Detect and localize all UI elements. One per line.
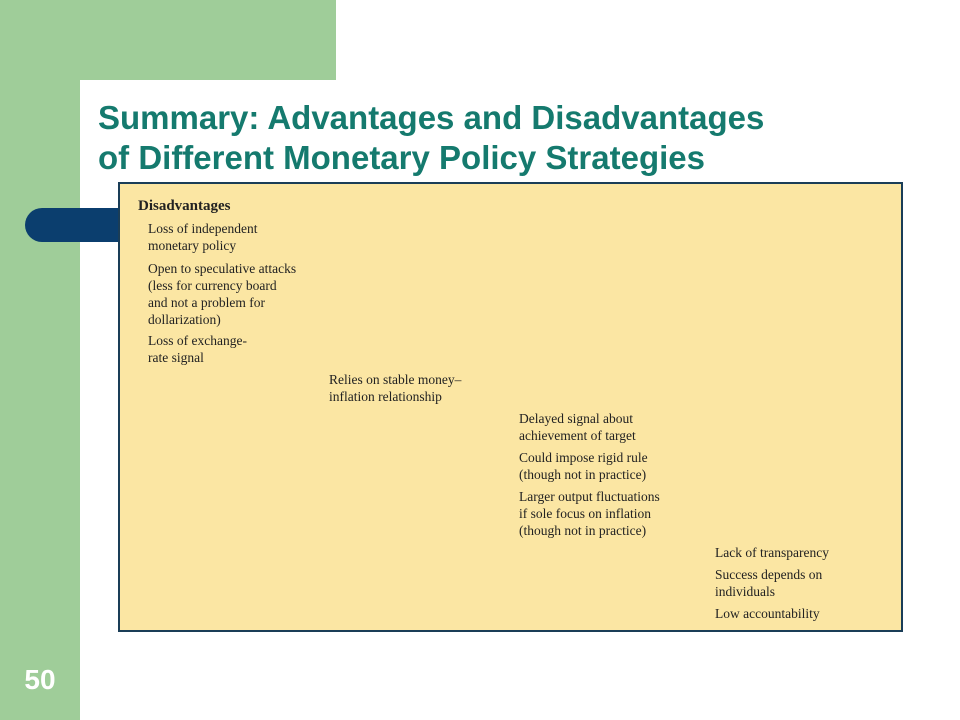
table-cell: Could impose rigid rule (though not in practice) <box>519 450 648 482</box>
table-cell: Loss of independent monetary policy <box>148 221 258 253</box>
top-green-band <box>80 0 336 80</box>
table-cell: Relies on stable money– inflation relationship <box>329 372 462 404</box>
table-cell: Delayed signal about achievement of target <box>519 411 636 443</box>
disadvantages-table <box>118 182 903 632</box>
slide-title <box>98 98 938 178</box>
slide-title-line-1: Summary: Advantages and Disadvantages <box>98 99 765 136</box>
table-cell: Loss of exchange- rate signal <box>148 333 247 365</box>
table-cell: Larger output fluctuations if sole focus on inflation (though not in practice) <box>519 489 660 538</box>
slide-number: 50 <box>24 664 56 695</box>
table-cell: Lack of transparency <box>715 545 829 560</box>
slide-title-line-2: of Different Monetary Policy Strategies <box>98 139 705 176</box>
table-cell: Open to speculative attacks (less for currency board and not a problem for dollarization) <box>148 261 297 327</box>
table-cell: Success depends on individuals <box>715 567 823 599</box>
left-green-band <box>0 0 80 720</box>
table-cell: Low accountability <box>715 606 820 621</box>
table-heading: Disadvantages <box>138 198 231 214</box>
